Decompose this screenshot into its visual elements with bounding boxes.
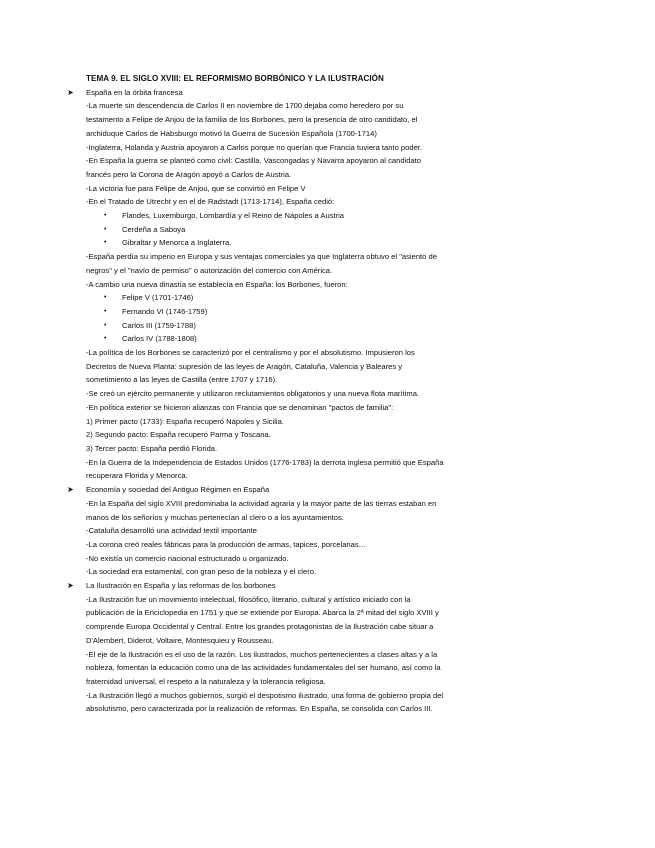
list-item-text: Felipe V (1701-1746) <box>122 293 194 303</box>
list-item <box>86 236 556 250</box>
list-item-text: Carlos IV (1788-1808) <box>122 334 197 344</box>
page-title: TEMA 9. EL SIGLO XVIII: EL REFORMISMO BORBÓNICO Y LA ILUSTRACIÓN <box>86 74 384 83</box>
bullet-dot-icon: • <box>104 321 107 329</box>
section-heading-row <box>67 86 556 100</box>
text-line: -En el Tratado de Utrecht y en el de Radstadt (1713-1714), España cedió: <box>86 197 335 207</box>
text-line: -La victoria fue para Felipe de Anjou, que se convirtió en Felipe V <box>86 183 306 193</box>
section-heading: Economía y sociedad del Antiguo Régimen en España <box>86 485 270 495</box>
bullet-dot-icon: • <box>104 307 107 315</box>
list-item <box>86 291 556 305</box>
list-item-text: Flandes, Luxemburgo, Lombardía y el Reino de Nápoles a Austria <box>122 211 345 221</box>
text-line: -En España la guerra se planteó como civil: Castilla, Vascongadas y Navarra apoyaron al candidato <box>86 156 422 166</box>
text-line: recuperara Florida y Menorca. <box>86 471 188 481</box>
list-item <box>86 332 556 346</box>
list-item <box>86 319 556 333</box>
list-item <box>86 209 556 223</box>
text-line: -La política de los Borbones se caracterizó por el centralismo y por el absolutismo. Impusieron los <box>86 348 415 358</box>
text-line: absolutismo, pero caracterizada por la realización de reformas. En España, se consolida con Carlos III. <box>86 704 433 714</box>
bullet-dot-icon: • <box>104 239 107 247</box>
bullet-dot-icon: • <box>104 335 107 343</box>
text-line: francés pero la Corona de Aragón apoyó a Carlos de Austria. <box>86 169 292 179</box>
section-heading-row <box>67 483 556 497</box>
section-economia-sociedad <box>67 483 556 579</box>
text-line: Decretos de Nueva Planta: supresión de las leyes de Aragón, Cataluña, Valencia y Baleares y <box>86 361 403 371</box>
text-line: nobleza, fomentan la educación como una de las actividades fundamentales del ser humano, así como la <box>86 663 441 673</box>
text-line: -En la España del siglo XVIII predominaba la actividad agraria y la mayor parte de las tierras estaban en <box>86 498 437 508</box>
section-heading-row <box>67 579 556 593</box>
bullet-dot-icon: • <box>104 225 107 233</box>
list-item <box>86 223 556 237</box>
list-item-text: Carlos III (1759-1788) <box>122 320 196 330</box>
arrow-bullet-icon: ➤ <box>67 581 74 591</box>
text-line: manos de los señoríos y muchas pertenecían al clero o a los ayuntamientos. <box>86 512 344 522</box>
bullet-dot-icon: • <box>104 212 107 220</box>
text-line: -La Ilustración llegó a muchos gobiernos, surgió el despotismo ilustrado, una forma de gobierno propia del <box>86 690 444 700</box>
text-line: publicación de la Enciclopedia en 1751 y que se extiende por Europa. Abarca la 2ª mitad del siglo XVIII y <box>86 608 439 618</box>
text-line: -Se creó un ejército permanente y utilizaron reclutamientos obligatorios y una nueva flota marítima. <box>86 389 420 399</box>
text-line: sometimiento a las leyes de Castilla (entre 1707 y 1716). <box>86 375 278 385</box>
list-item <box>86 305 556 319</box>
text-line: archiduque Carlos de Habsburgo motivó la Guerra de Sucesión Española (1700-1714) <box>86 128 377 138</box>
text-line: D'Alembert, Diderot, Voltaire, Montesquieu y Rousseau. <box>86 635 274 645</box>
bullet-dot-icon: • <box>104 294 107 302</box>
arrow-bullet-icon: ➤ <box>67 485 74 495</box>
text-line: -No existía un comercio nacional estructurado u organizado. <box>86 553 289 563</box>
section-heading: La Ilustración en España y las reformas de los borbones <box>86 581 276 591</box>
text-line: -España perdía su imperio en Europa y sus ventajas comerciales ya que Inglaterra obtuvo el "asiento de <box>86 252 437 262</box>
text-line: 2) Segundo pacto: España recuperó Parma y Toscana. <box>86 430 271 440</box>
text-line: testamento a Felipe de Anjou de la familia de los Borbones, pero la presencia de otro candidato, el <box>86 115 418 125</box>
text-line: -En la Guerra de la Independencia de Estados Unidos (1776-1783) la derrota inglesa permitió que España <box>86 457 444 467</box>
text-line: -El eje de la Ilustración es el uso de la razón. Los ilustrados, muchos pertenecientes a clases altas y a la <box>86 649 438 659</box>
text-line: -La Ilustración fue un movimiento intelectual, filosófico, literario, cultural y artístico iniciado con la <box>86 594 411 604</box>
arrow-bullet-icon: ➤ <box>67 87 74 97</box>
text-line: comprende Europa Occidental y Central. Entre los grandes protagonistas de la Ilustración cabe situar a <box>86 622 434 632</box>
text-line: fraternidad universal, el respeto a la naturaleza y la tolerancia religiosa. <box>86 676 326 686</box>
text-line: -A cambio una nueva dinastía se establecía en España: los Borbones, fueron: <box>86 279 348 289</box>
text-line: -La sociedad era estamental, con gran peso de la nobleza y el clero. <box>86 567 317 577</box>
document-content <box>67 72 556 716</box>
section-espana-orbita-francesa <box>67 86 556 483</box>
text-line: -Cataluña desarrolló una actividad textil importante <box>86 526 257 536</box>
list-item-text: Cerdeña a Saboya <box>122 224 186 234</box>
section-heading: España en la órbita francesa <box>86 87 183 97</box>
text-line: -En política exterior se hicieron alianzas con Francia que se denominan "pactos de familia": <box>86 402 394 412</box>
text-line: 1) Primer pacto (1733): España recuperó Nápoles y Sicilia. <box>86 416 284 426</box>
list-item-text: Gibraltar y Menorca a Inglaterra. <box>122 238 232 248</box>
list-item-text: Fernando VI (1746-1759) <box>122 306 208 316</box>
text-line: 3) Tercer pacto: España perdió Florida. <box>86 443 218 453</box>
text-line: -La muerte sin descendencia de Carlos II en noviembre de 1700 dejaba como heredero por su <box>86 101 404 111</box>
text-line: negros" y el "navío de permiso" o autorización del comercio con América. <box>86 265 333 275</box>
section-ilustracion <box>67 579 556 716</box>
text-line: -Inglaterra, Holanda y Austria apoyaron a Carlos porque no querían que Francia tuviera tanto poder. <box>86 142 423 152</box>
text-line: -La corona creó reales fábricas para la producción de armas, tapices, porcelanas… <box>86 539 367 549</box>
